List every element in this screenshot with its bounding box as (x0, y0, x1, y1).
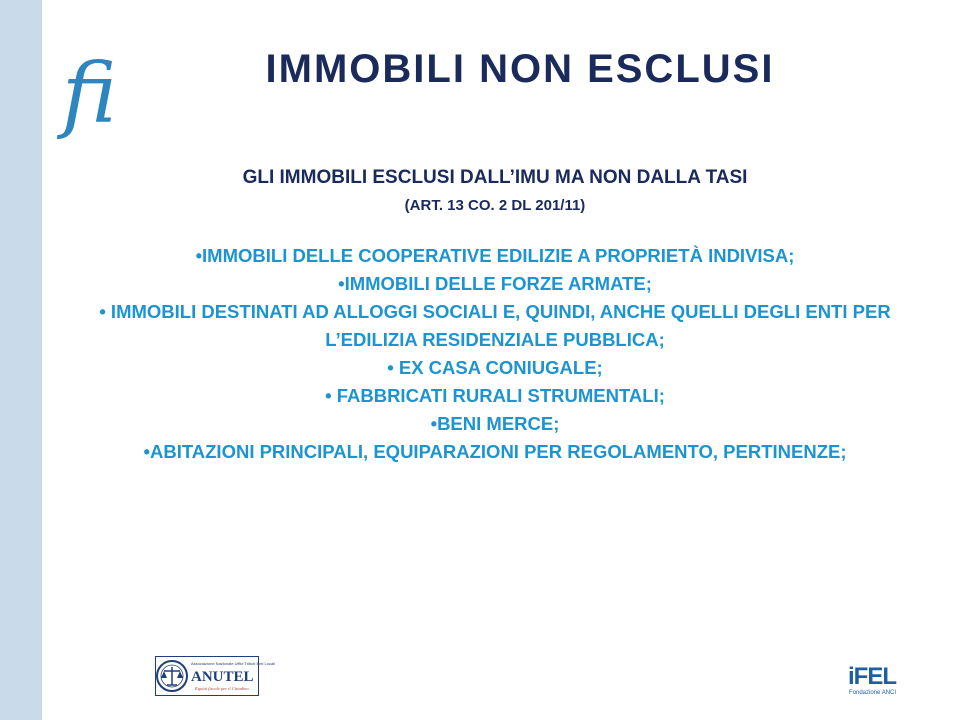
list-item: •IMMOBILI DELLE FORZE ARMATE; (338, 273, 652, 294)
anutel-motto: Equità fiscale per il Cittadino (195, 686, 249, 691)
ifel-subtext: Fondazione ANCI (849, 690, 897, 696)
subtitle: GLI IMMOBILI ESCLUSI DALL’IMU MA NON DALLA TASI (242, 167, 748, 188)
fi-logo-text: fi (62, 47, 117, 142)
list-item: • IMMOBILI DESTINATI AD ALLOGGI SOCIALI E, QUINDI, ANCHE QUELLI DEGLI ENTI PER L’EDILIZIA RESIDENZIALE PUBBLICA; (99, 301, 891, 350)
list-item: •IMMOBILI DELLE COOPERATIVE EDILIZIE A PROPRIETÀ INDIVISA; (195, 245, 795, 266)
anutel-text: ANUTEL (191, 669, 254, 685)
ifel-logo (848, 654, 897, 698)
fi-logo (60, 40, 130, 140)
property-list (70, 242, 920, 466)
ifel-text: iFEL (848, 663, 896, 690)
list-item: •BENI MERCE; (430, 413, 560, 434)
list-item: •ABITAZIONI PRINCIPALI, EQUIPARAZIONI PER REGOLAMENTO, PERTINENZE; (143, 441, 847, 462)
list-item: • FABBRICATI RURALI STRUMENTALI; (325, 385, 665, 406)
anutel-tagline: Associazione Nazionale Uffici Tributi Enti Locali (191, 661, 275, 666)
side-stripe (0, 0, 42, 720)
law-reference: (ART. 13 CO. 2 DL 201/11) (404, 197, 586, 214)
list-item: • EX CASA CONIUGALE; (387, 357, 603, 378)
anutel-logo (155, 656, 275, 696)
page-title: IMMOBILI NON ESCLUSI (265, 47, 775, 91)
